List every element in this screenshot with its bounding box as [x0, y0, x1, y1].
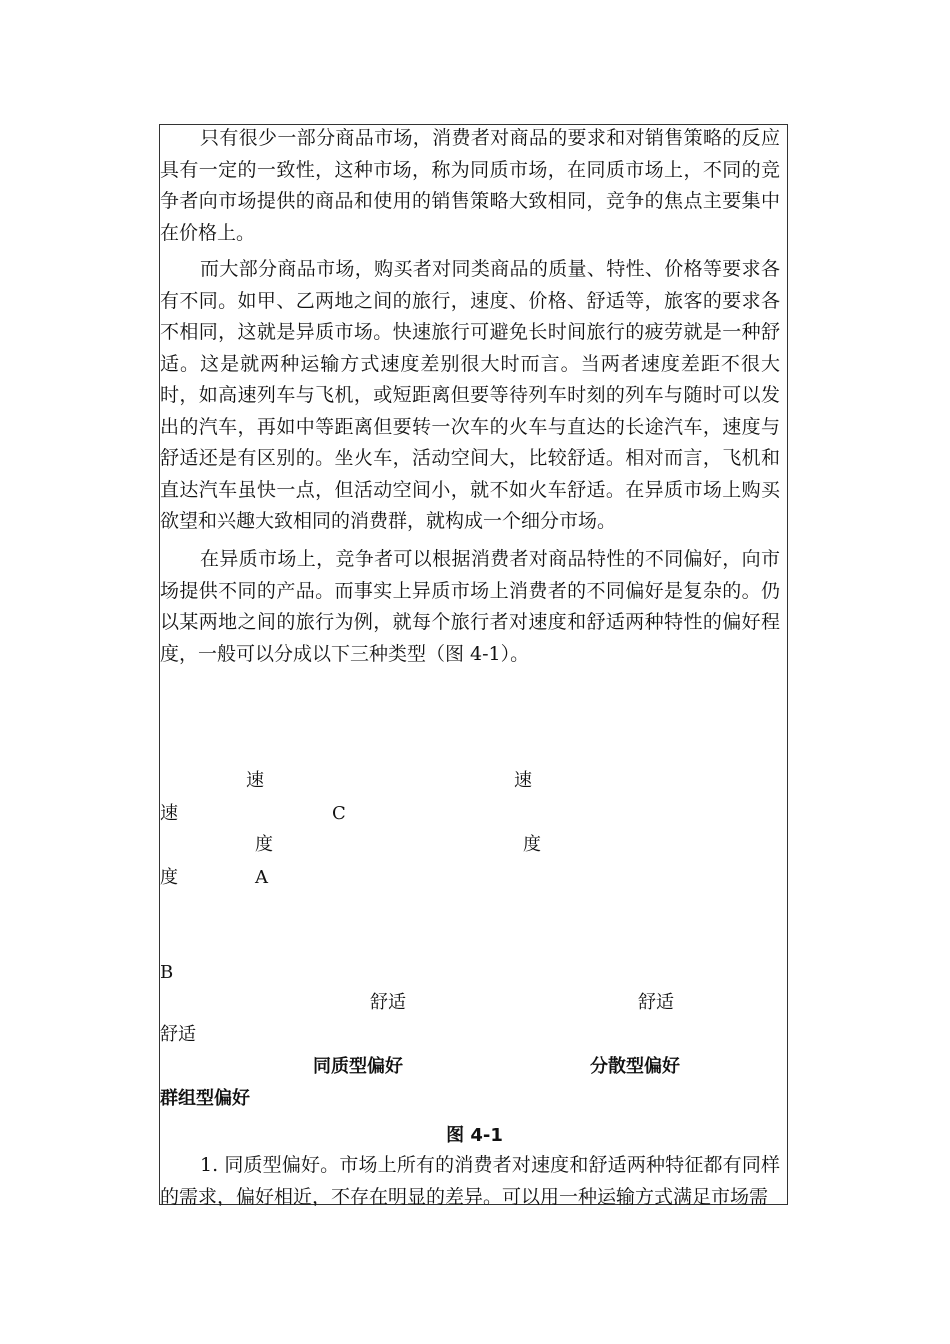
point-label-a: A [255, 867, 268, 888]
axis-label-degree-2: 度 [523, 834, 541, 855]
point-label-b: B [160, 962, 174, 983]
caption-diffused-preference: 分散型偏好 [590, 1056, 680, 1077]
paragraph-heterogeneous-market: 而大部分商品市场，购买者对同类商品的质量、特性、价格等要求各有不同。如甲、乙两地之间的旅行，速度、价格、舒适等，旅客的要求各不相同，这就是异质市场。快速旅行可避免长时间旅行的疲劳就是一种舒适。这是就两种运输方式速度差别很大时而言。当两者速度差距不很大时，如高速列车与飞机，或短距离但要等待列车时刻的列车与随时可以发出的汽车，再如中等距离但要转一次车的火车与直达的长途汽车，速度与舒适还是有区别的。坐火车，活动空间大，比较舒适。相对而言，飞机和直达汽车虽快一点，但活动空间小，就不如火车舒适。在异质市场上购买欲望和兴趣大致相同的消费群，就构成一个细分市场。 [160, 258, 780, 532]
caption-clustered-preference: 群组型偏好 [160, 1088, 250, 1109]
axis-label-comfort-2: 舒适 [638, 992, 674, 1013]
point-label-c: C [332, 803, 346, 824]
axis-label-speed-1: 速 [246, 770, 264, 791]
axis-label-speed-2: 速 [514, 770, 532, 791]
axis-label-comfort-3: 舒适 [160, 1024, 196, 1045]
paragraph-homogeneous-preference: 1. 同质型偏好。市场上所有的消费者对速度和舒适两种特征都有同样的需求，偏好相近，不存在明显的差异。可以用一种运输方式满足市场需 [160, 1154, 780, 1206]
paragraph-preference-types: 在异质市场上，竞争者可以根据消费者对商品特性的不同偏好，向市场提供不同的产品。而事实上异质市场上消费者的不同偏好是复杂的。仍以某两地之间的旅行为例，就每个旅行者对速度和舒适两种特性的偏好程度，一般可以分成以下三种类型（图 4-1）。 [160, 548, 780, 665]
figure-caption: 图 4-1 [446, 1125, 503, 1146]
axis-label-comfort-1: 舒适 [370, 992, 406, 1013]
paragraph-homogeneous-market: 只有很少一部分商品市场，消费者对商品的要求和对销售策略的反应具有一定的一致性，这种市场，称为同质市场，在同质市场上，不同的竞争者向市场提供的商品和使用的销售策略大致相同，竞争的焦点主要集中在价格上。 [160, 127, 780, 244]
axis-label-degree-1: 度 [255, 834, 273, 855]
caption-homogeneous-preference: 同质型偏好 [313, 1056, 403, 1077]
axis-label-degree-3: 度 [160, 867, 178, 888]
axis-label-speed-3: 速 [160, 803, 178, 824]
